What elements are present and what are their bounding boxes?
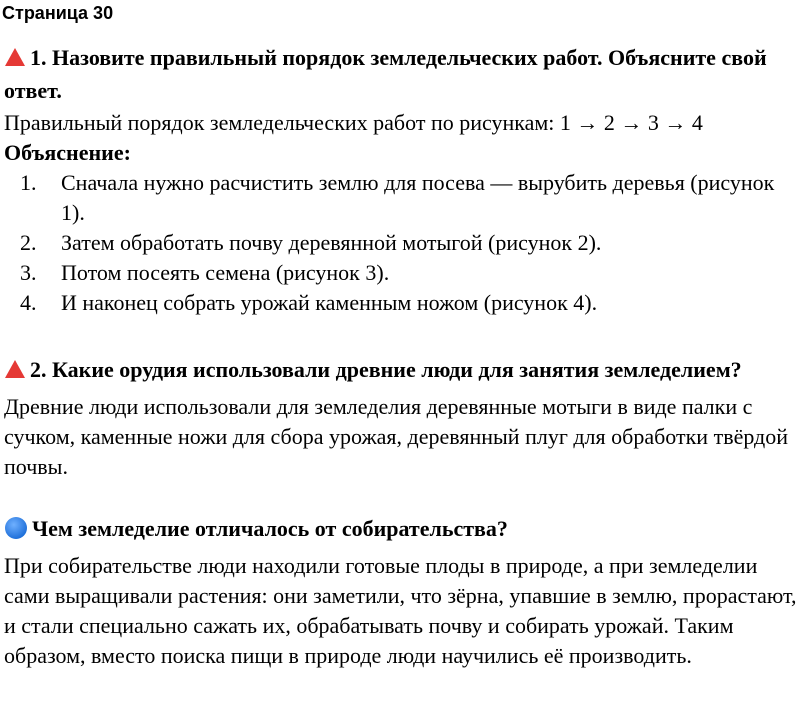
question-1-text: 1. Назовите правильный порядок земледельческих работ. Объясните свой ответ.: [4, 45, 767, 103]
question-3-answer: При собирательстве люди находили готовые плоды в природе, а при земледелии сами выращивали растения: они заметили, что зёрна, упавшие в землю, прорастают, и стали специально сажать их, обрабатывать почву и собирать урожай. Таким образом, вместо поиска пищи в природе люди научились её производить.: [4, 553, 797, 668]
list-text: Потом посеять семена (рисунок 3).: [61, 260, 390, 285]
list-item: [0, 258, 800, 288]
question-2-text: 2. Какие орудия использовали древние люди для занятия земледелием?: [30, 357, 742, 382]
list-number: 3.: [20, 260, 37, 285]
list-number: 1.: [20, 170, 37, 195]
list-item: [0, 228, 800, 258]
red-triangle-icon: [4, 359, 26, 379]
question-1-answer: Правильный порядок земледельческих работ по рисункам: 1 → 2 → 3 → 4: [4, 110, 703, 135]
page-title: Страница 30: [2, 3, 114, 23]
question-3-heading: [4, 512, 794, 545]
explanation-label: Объяснение:: [4, 140, 131, 165]
list-text: И наконец собрать урожай каменным ножом (рисунок 4).: [61, 290, 598, 315]
question-2-answer: Древние люди использовали для земледелия деревянные мотыги в виде палки с сучком, каменные ножи для сбора урожая, деревянный плуг для обработки твёрдой почвы.: [4, 394, 789, 479]
list-item: [0, 168, 800, 228]
list-number: 4.: [20, 290, 37, 315]
explanation-list: [0, 168, 800, 318]
list-number: 2.: [20, 230, 37, 255]
red-triangle-icon: [4, 47, 26, 67]
question-1-heading: [4, 41, 794, 107]
list-text: Затем обработать почву деревянной мотыгой (рисунок 2).: [61, 230, 602, 255]
blue-circle-icon: [4, 516, 28, 540]
list-item: [0, 288, 800, 318]
question-2-heading: [4, 353, 800, 386]
question-3-text: Чем земледелие отличалось от собирательства?: [32, 516, 508, 541]
list-text: Сначала нужно расчистить землю для посева — вырубить деревья (рисунок 1).: [61, 170, 775, 225]
